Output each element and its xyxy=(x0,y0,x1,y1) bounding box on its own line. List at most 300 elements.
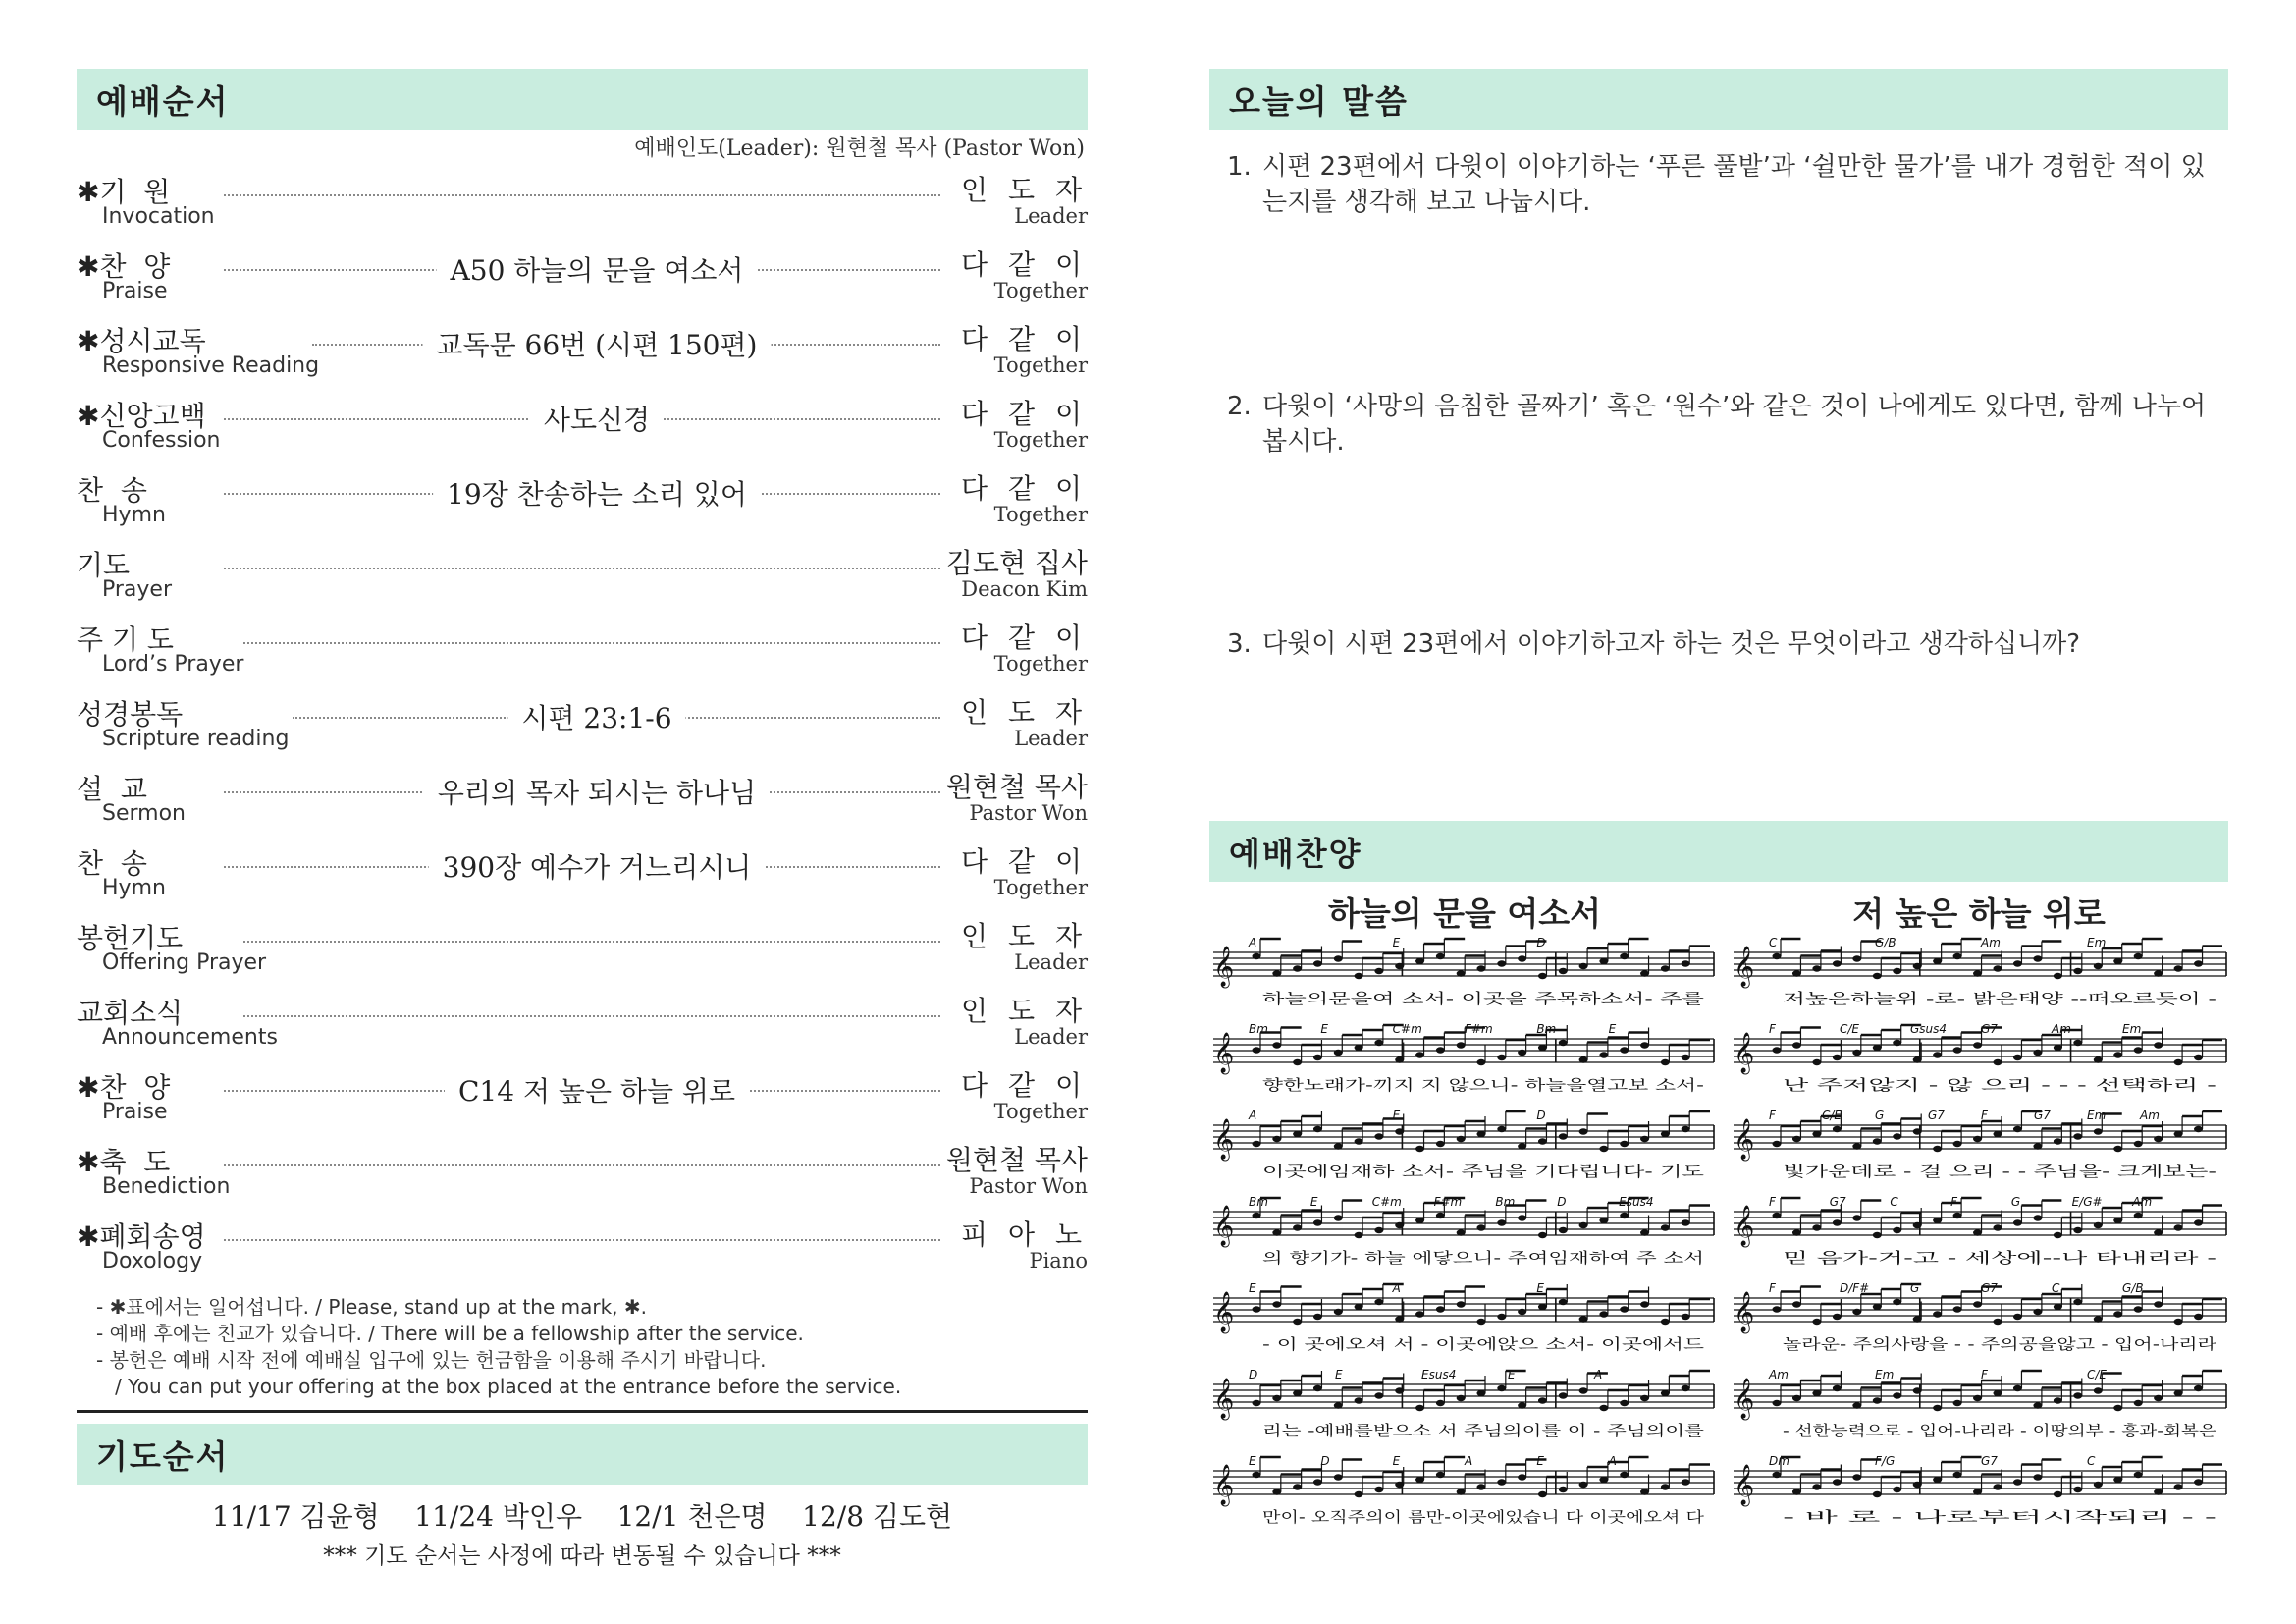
note-head xyxy=(1334,1215,1343,1220)
note-head xyxy=(2073,1487,2082,1492)
note-head xyxy=(1497,960,1506,966)
note-head xyxy=(2094,1316,2103,1322)
note-head xyxy=(2013,1479,2022,1485)
note-head xyxy=(1913,1387,1922,1393)
note-head xyxy=(1640,1395,1649,1401)
note-head xyxy=(1293,965,1302,971)
note-head xyxy=(1599,1405,1608,1411)
note-head xyxy=(1518,1474,1526,1480)
note-head xyxy=(1538,1232,1547,1238)
order-item-korean: 찬 송 xyxy=(77,474,147,507)
note-head xyxy=(1833,1219,1842,1225)
chord-symbol: F xyxy=(1769,1022,1776,1036)
order-item-english: Hymn xyxy=(102,503,166,527)
note-head xyxy=(2013,960,2022,966)
note-head xyxy=(1833,1126,1842,1132)
note-head xyxy=(2174,1319,2183,1325)
note-head xyxy=(1253,1400,1261,1406)
note-head xyxy=(1953,953,1962,959)
note-head xyxy=(1973,1395,1982,1401)
note-head xyxy=(2013,1385,2022,1391)
lyric-line: 리는 -예배를받으소 서 주님의이를 이 - 주님의이를 xyxy=(1262,1422,1705,1439)
note-head xyxy=(1477,1484,1486,1489)
note-head xyxy=(1457,1489,1466,1494)
note-head xyxy=(1355,1397,1363,1403)
note-head xyxy=(2033,955,2042,961)
note-head xyxy=(1812,965,1821,971)
chord-symbol: C xyxy=(2087,1454,2096,1468)
order-item-korean: 봉헌기도 xyxy=(77,922,184,954)
order-item-leader-korean: 다 같 이 xyxy=(961,323,1088,355)
order-row xyxy=(77,167,1088,242)
note-head xyxy=(1994,1059,2002,1065)
note-head xyxy=(2134,1141,2143,1147)
note-head xyxy=(1334,1050,1343,1056)
order-item-leader-english: Leader xyxy=(1014,727,1088,750)
order-item-detail: 교독문 66번 (시편 150편) xyxy=(423,324,772,363)
note-head xyxy=(1334,1402,1343,1408)
note-head xyxy=(1415,1218,1424,1223)
chord-symbol: G7 xyxy=(2034,1109,2051,1122)
note-head xyxy=(2194,1219,2203,1225)
note-head xyxy=(1812,1390,1821,1396)
note-head xyxy=(1953,1047,1962,1053)
note-head xyxy=(1852,1050,1861,1056)
note-head xyxy=(1640,1229,1649,1235)
question-1 xyxy=(1227,149,2228,220)
lyric-line: - 선한능력으로 - 입어-나리라 - 이땅의부 - 흥과-회복은 xyxy=(1783,1422,2217,1439)
chord-symbol: E xyxy=(1392,1454,1401,1468)
treble-clef-icon: 𝄞 xyxy=(1734,1292,1755,1332)
note-head xyxy=(2094,1387,2103,1393)
order-item-korean: ✱찬 양 xyxy=(77,250,171,283)
note-head xyxy=(1497,1055,1506,1060)
note-head xyxy=(1893,1487,1901,1492)
order-item-korean: 주 기 도 xyxy=(77,623,174,656)
order-row xyxy=(77,839,1088,913)
note-head xyxy=(1253,1213,1261,1218)
note-head xyxy=(1933,958,1942,964)
note-head xyxy=(2054,1304,2062,1310)
note-head xyxy=(1313,1314,1322,1320)
note-head xyxy=(1833,1055,1842,1060)
note-head xyxy=(1253,1472,1261,1478)
question-number: 2. xyxy=(1227,392,1252,421)
chord-symbol: C/E xyxy=(2087,1368,2108,1381)
order-row xyxy=(77,1212,1088,1286)
order-item-korean: 교회소식 xyxy=(77,997,184,1029)
order-row xyxy=(77,242,1088,316)
note-head xyxy=(1334,955,1343,961)
note-head xyxy=(1661,1059,1670,1065)
note-head xyxy=(2194,1479,2203,1485)
note-head xyxy=(1518,1402,1526,1408)
note-head xyxy=(1661,1319,1670,1325)
note-head xyxy=(1334,1309,1343,1315)
chord-symbol: G7 xyxy=(1928,1109,1945,1122)
note-head xyxy=(1933,1146,1942,1152)
note-head xyxy=(2194,1314,2203,1320)
order-row xyxy=(77,391,1088,465)
note-head xyxy=(2054,1138,2062,1144)
note-head xyxy=(1852,955,1861,961)
note-line: - 봉헌은 예배 시작 전에 예배실 입구에 있는 헌금함을 이용해 주시기 바랍니다. xyxy=(96,1348,767,1372)
prayer-schedule: 11/17 김윤형 11/24 박인우 12/1 천은명 12/8 김도현 xyxy=(211,1500,953,1533)
note-head xyxy=(1792,970,1801,976)
note-head xyxy=(1682,1314,1690,1320)
note-head xyxy=(1272,970,1281,976)
note-head xyxy=(1395,1316,1404,1322)
note-head xyxy=(1313,960,1322,966)
order-row xyxy=(77,540,1088,615)
treble-clef-icon: 𝄞 xyxy=(1734,1206,1755,1246)
note-head xyxy=(1812,1059,1821,1065)
lyric-line: 이곳에임재하 소서- 주님을 기다립니다- 기도 xyxy=(1262,1163,1705,1180)
note-head xyxy=(2194,1126,2203,1132)
chord-symbol: G7 xyxy=(1981,1281,1998,1295)
note-head xyxy=(2013,1126,2022,1132)
chord-symbol: A xyxy=(1608,1454,1617,1468)
lyric-line: 놀라운- 주의사랑을 - - 주의공을않고 - 입어-나리라 xyxy=(1783,1335,2217,1353)
note-head xyxy=(1374,1487,1383,1492)
chord-symbol: Em xyxy=(2122,1022,2142,1036)
chord-symbol: Esus4 xyxy=(1421,1368,1457,1381)
note-head xyxy=(1538,1138,1547,1144)
note-head xyxy=(1538,1304,1547,1310)
chord-symbol: G xyxy=(2010,1195,2021,1209)
section-divider xyxy=(77,1410,1088,1413)
chord-symbol: G7 xyxy=(1981,1454,1998,1468)
note-head xyxy=(1852,1309,1861,1315)
note-head xyxy=(1457,1042,1466,1048)
chord-symbol: F xyxy=(1769,1281,1776,1295)
order-item-leader-english: Leader xyxy=(1014,950,1088,974)
lyric-line: - 바 로 - 나로부터시작되리 - - xyxy=(1783,1508,2216,1526)
note-head xyxy=(1873,1304,1882,1310)
chord-symbol: F/G xyxy=(1875,1454,1896,1468)
note-head xyxy=(1559,1133,1568,1139)
note-head xyxy=(1973,1136,1982,1142)
note-head xyxy=(1518,1215,1526,1220)
note-head xyxy=(1640,1136,1649,1142)
chord-symbol: D/F# xyxy=(1840,1281,1870,1295)
lyric-line: 향한노래가-끼지 지 않으니- 하늘을열고보 소서- xyxy=(1262,1076,1704,1094)
note-head xyxy=(2073,1133,2082,1139)
chord-symbol: Em xyxy=(1875,1368,1895,1381)
note-head xyxy=(2033,1309,2042,1315)
note-head xyxy=(1477,1224,1486,1230)
note-line: - ✱표에서는 일어섭니다. / Please, stand up at the mark, ✱. xyxy=(96,1295,647,1319)
order-item-korean: ✱성시교독 xyxy=(77,325,206,357)
note-head xyxy=(2073,1299,2082,1305)
note-head xyxy=(1374,1392,1383,1398)
order-item-english: Hymn xyxy=(102,876,166,900)
right-sheet-music xyxy=(1730,931,2232,1559)
chord-symbol: Am xyxy=(1769,1368,1789,1381)
note-head xyxy=(1477,1390,1486,1396)
note-head xyxy=(1538,973,1547,979)
note-head xyxy=(2154,1489,2163,1494)
chord-symbol: D xyxy=(1557,1195,1567,1209)
order-row xyxy=(77,316,1088,391)
note-head xyxy=(1436,1306,1445,1312)
note-head xyxy=(1457,1229,1466,1235)
order-item-detail: 시편 23:1-6 xyxy=(507,697,685,736)
note-head xyxy=(1893,968,1901,974)
note-head xyxy=(1913,1482,1922,1488)
chord-symbol: E xyxy=(1249,1454,1256,1468)
note-head xyxy=(2013,1055,2022,1060)
note-head xyxy=(1973,1042,1982,1048)
note-head xyxy=(1893,1040,1901,1046)
note-head xyxy=(1374,968,1383,974)
note-head xyxy=(2054,1232,2062,1238)
note-head xyxy=(1833,960,1842,966)
chord-symbol: E xyxy=(1392,936,1401,949)
note-head xyxy=(1953,1400,1962,1406)
chord-symbol: C/E xyxy=(1840,1022,1860,1036)
note-head xyxy=(1640,1042,1649,1048)
note-head xyxy=(2154,1229,2163,1235)
note-head xyxy=(1293,1319,1302,1325)
order-item-leader-korean: 인 도 자 xyxy=(961,696,1088,729)
note-head xyxy=(1620,1400,1629,1406)
note-head xyxy=(2134,1400,2143,1406)
note-head xyxy=(2134,1472,2143,1478)
note-head xyxy=(1953,1472,1962,1478)
note-head xyxy=(1682,1219,1690,1225)
note-head xyxy=(1973,1489,1982,1494)
order-item-english: Lord’s Prayer xyxy=(102,652,244,677)
note-head xyxy=(1773,953,1782,959)
chord-symbol: F xyxy=(1981,1368,1988,1381)
order-item-leader-korean: 다 같 이 xyxy=(961,622,1088,654)
treble-clef-icon: 𝄞 xyxy=(1213,1119,1235,1160)
note-head xyxy=(1953,1306,1962,1312)
note-head xyxy=(1773,1400,1782,1406)
note-head xyxy=(1994,1319,2002,1325)
note-head xyxy=(1497,1385,1506,1391)
note-head xyxy=(1792,1489,1801,1494)
chord-symbol: Gsus4 xyxy=(1910,1022,1948,1036)
order-row xyxy=(77,1062,1088,1137)
note-head xyxy=(2154,970,2163,976)
note-head xyxy=(1559,968,1568,974)
lyric-line: 하늘의문을여 소서- 이곳을 주목하소서- 주를 xyxy=(1262,990,1705,1007)
chord-symbol: F#m xyxy=(1433,1195,1463,1209)
note-head xyxy=(1497,1219,1506,1225)
note-head xyxy=(1893,1133,1901,1139)
note-head xyxy=(2033,1050,2042,1056)
order-item-leader-english: Together xyxy=(993,876,1088,899)
note-head xyxy=(1852,1143,1861,1149)
order-row xyxy=(77,988,1088,1062)
order-item-leader-english: Leader xyxy=(1014,204,1088,228)
order-item-korean: 성경봉독 xyxy=(77,698,184,731)
note-head xyxy=(1313,1385,1322,1391)
order-item-detail: 19장 찬송하는 소리 있어 xyxy=(433,473,761,513)
chord-symbol: E xyxy=(1536,1454,1544,1468)
note-head xyxy=(1994,1390,2002,1396)
note-head xyxy=(1374,1040,1383,1046)
order-item-leader-english: Together xyxy=(993,503,1088,526)
note-head xyxy=(1812,1319,1821,1325)
note-head xyxy=(1933,1405,1942,1411)
order-item-english: Invocation xyxy=(102,204,215,229)
chord-symbol: F xyxy=(1950,1195,1958,1209)
note-head xyxy=(1559,1487,1568,1492)
order-item-leader-korean: 다 같 이 xyxy=(961,248,1088,281)
note-head xyxy=(1773,1306,1782,1312)
chord-symbol: A xyxy=(1392,1281,1401,1295)
order-item-leader-korean: 김도현 집사 xyxy=(945,547,1088,579)
chord-symbol: E xyxy=(1392,1109,1401,1122)
note-head xyxy=(2174,1224,2183,1230)
chord-symbol: C#m xyxy=(1371,1195,1402,1209)
treble-clef-icon: 𝄞 xyxy=(1213,1465,1235,1505)
order-item-english: Prayer xyxy=(102,577,173,602)
note-head xyxy=(1913,1316,1922,1322)
note-head xyxy=(1933,1052,1942,1057)
note-head xyxy=(2033,1143,2042,1149)
chord-symbol: Am xyxy=(2140,1109,2160,1122)
note-head xyxy=(1374,1133,1383,1139)
note-head xyxy=(1293,1059,1302,1065)
note-head xyxy=(1833,1479,1842,1485)
note-head xyxy=(1579,963,1588,969)
question-3 xyxy=(1227,626,2228,662)
note-head xyxy=(1374,1227,1383,1233)
note-head xyxy=(1973,1301,1982,1307)
note-head xyxy=(1272,1042,1281,1048)
order-item-leader-english: Together xyxy=(993,428,1088,452)
note-head xyxy=(1395,1056,1404,1062)
order-row xyxy=(77,465,1088,540)
note-head xyxy=(2033,1402,2042,1408)
note-head xyxy=(1812,1131,1821,1137)
note-head xyxy=(1682,1126,1690,1132)
note-head xyxy=(1579,1482,1588,1488)
chord-symbol: F xyxy=(1981,1109,1988,1122)
treble-clef-icon: 𝄞 xyxy=(1734,1379,1755,1419)
order-item-korean: 기도 xyxy=(77,549,131,581)
note-head xyxy=(1272,1229,1281,1235)
note-head xyxy=(1913,963,1922,969)
note-head xyxy=(1599,1146,1608,1152)
order-item-english: Scripture reading xyxy=(102,727,290,751)
order-item-leader-korean: 다 같 이 xyxy=(961,845,1088,878)
note-head xyxy=(1933,1218,1942,1223)
note-head xyxy=(1994,965,2002,971)
dotted-leader xyxy=(224,1164,940,1166)
note-head xyxy=(1395,1387,1404,1393)
note-head xyxy=(1661,1224,1670,1230)
dotted-leader xyxy=(224,194,940,196)
note-head xyxy=(1812,1484,1821,1489)
note-head xyxy=(1873,1138,1882,1144)
order-title: 예배순서 xyxy=(96,81,230,121)
order-item-leader-english: Leader xyxy=(1014,1025,1088,1049)
order-item-leader-english: Together xyxy=(993,1100,1088,1123)
note-head xyxy=(1559,1227,1568,1233)
order-item-leader-korean: 인 도 자 xyxy=(961,995,1088,1027)
order-item-leader-korean: 원현철 목사 xyxy=(945,1144,1088,1176)
note-head xyxy=(1559,1040,1568,1046)
treble-clef-icon: 𝄞 xyxy=(1734,1033,1755,1073)
chord-symbol: D xyxy=(1536,1109,1546,1122)
order-row xyxy=(77,764,1088,839)
order-item-leader-korean: 피 아 노 xyxy=(961,1218,1088,1251)
note-head xyxy=(1773,1047,1782,1053)
note-head xyxy=(2134,953,2143,959)
worship-leader: 예배인도(Leader): 원현철 목사 (Pastor Won) xyxy=(634,136,1085,161)
note-head xyxy=(1792,1301,1801,1307)
note-head xyxy=(1415,1477,1424,1483)
chord-symbol: C xyxy=(2052,1281,2060,1295)
note-head xyxy=(1355,1304,1363,1310)
note-head xyxy=(2113,1146,2122,1152)
note-head xyxy=(1661,965,1670,971)
order-row xyxy=(77,1137,1088,1212)
note-head xyxy=(1640,1301,1649,1307)
note-head xyxy=(1873,1232,1882,1238)
note-head xyxy=(1833,1314,1842,1320)
chord-symbol: D xyxy=(1320,1454,1330,1468)
left-song-title: 하늘의 문을 여소서 xyxy=(1327,894,1601,933)
note-head xyxy=(1538,1397,1547,1403)
note-head xyxy=(2073,1227,2082,1233)
order-item-english: Praise xyxy=(102,1100,168,1124)
chord-symbol: D xyxy=(1249,1368,1258,1381)
order-item-detail: C14 저 높은 하늘 위로 xyxy=(445,1070,749,1110)
order-item-korean: 찬 송 xyxy=(77,847,147,880)
order-item-english: Benediction xyxy=(102,1174,231,1199)
chord-symbol: E/G# xyxy=(2071,1195,2103,1209)
order-item-korean: ✱찬 양 xyxy=(77,1071,171,1104)
prayer-title: 기도순서 xyxy=(96,1436,230,1476)
note-head xyxy=(2113,1218,2122,1223)
chord-symbol: F xyxy=(1769,1109,1776,1122)
note-head xyxy=(1293,1484,1302,1489)
order-item-english: Praise xyxy=(102,279,168,303)
note-head xyxy=(1395,1128,1404,1134)
dotted-leader xyxy=(243,1015,940,1017)
note-head xyxy=(1661,1131,1670,1137)
note-head xyxy=(2094,963,2103,969)
note-head xyxy=(2134,1213,2143,1218)
note-head xyxy=(2134,1047,2143,1053)
note-head xyxy=(1518,1143,1526,1149)
note-head xyxy=(1518,1309,1526,1315)
note-head xyxy=(2013,1314,2022,1320)
lyric-line: 빛가운데로 - 걸 으리 - - 주님을- 크게보는- xyxy=(1783,1163,2216,1180)
note-head xyxy=(1599,1311,1608,1317)
order-item-leader-english: Piano xyxy=(1029,1249,1088,1272)
note-head xyxy=(1395,963,1404,969)
lyric-line: 믿 음가-거-고 - 세상에--나 타내리라 - xyxy=(1783,1249,2216,1267)
note-head xyxy=(2174,965,2183,971)
chord-symbol: Dm xyxy=(1769,1454,1789,1468)
note-head xyxy=(1579,1056,1588,1062)
order-item-detail: A50 하늘의 문을 여소서 xyxy=(437,249,758,289)
note-head xyxy=(1415,958,1424,964)
chord-symbol: A xyxy=(1249,936,1257,949)
note-head xyxy=(2113,1405,2122,1411)
chord-symbol: G/B xyxy=(1875,936,1896,949)
chord-symbol: F xyxy=(1769,1195,1776,1209)
note-head xyxy=(1313,1055,1322,1060)
note-head xyxy=(1852,1474,1861,1480)
